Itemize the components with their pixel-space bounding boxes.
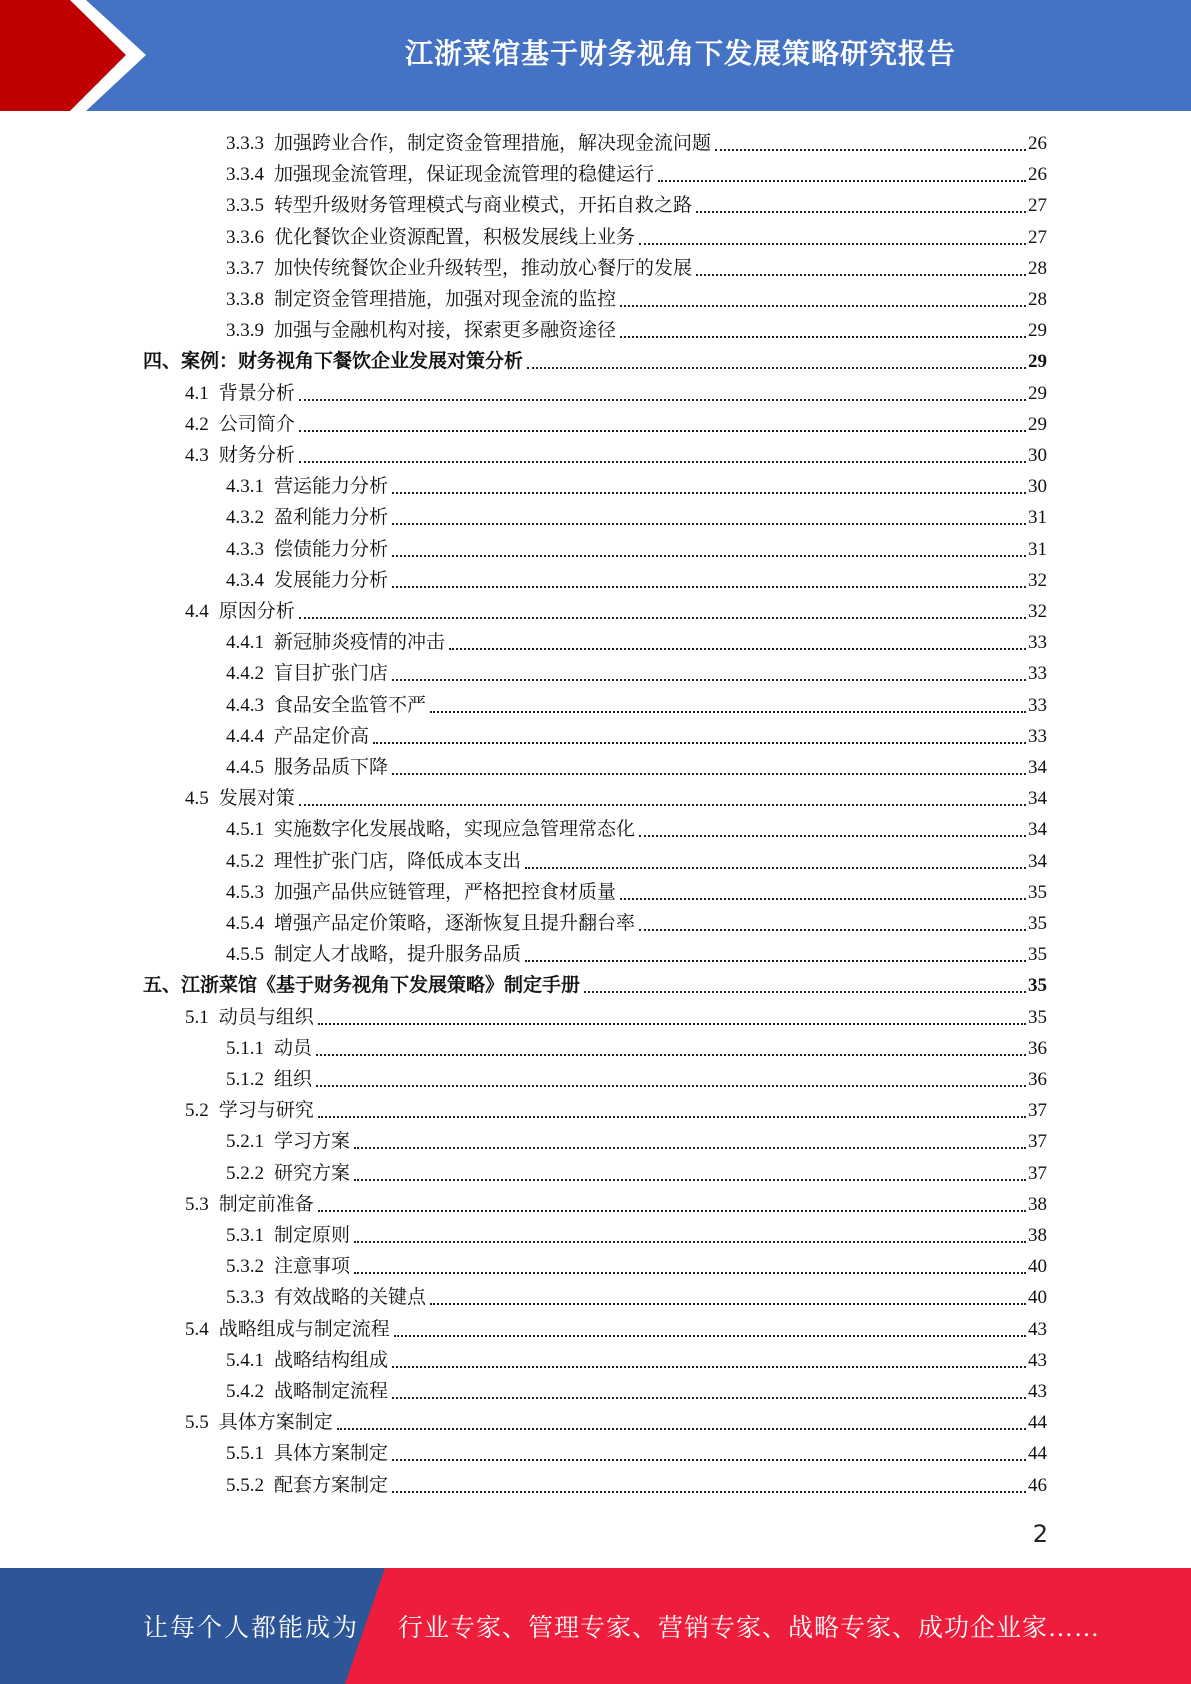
toc-entry-page: 29 bbox=[1028, 382, 1047, 404]
toc-dot-leader bbox=[392, 773, 1026, 775]
toc-entry[interactable] bbox=[0, 470, 1191, 501]
toc-entry-title: 转型升级财务管理模式与商业模式，开拓自救之路 bbox=[274, 195, 693, 217]
toc-dot-leader bbox=[449, 648, 1026, 650]
toc-entry[interactable] bbox=[0, 252, 1191, 283]
toc-entry[interactable] bbox=[0, 907, 1191, 938]
toc-entry-number: 5.2.1 bbox=[226, 1131, 264, 1153]
toc-entry-title: 盈利能力分析 bbox=[274, 507, 389, 529]
toc-dot-leader bbox=[696, 211, 1026, 213]
toc-entry-page: 29 bbox=[1028, 320, 1047, 342]
toc-dot-leader bbox=[525, 960, 1026, 962]
footer-slogan: 让每个人都能成为 bbox=[143, 1615, 360, 1642]
toc-entry-page: 36 bbox=[1028, 1069, 1047, 1090]
toc-dot-leader bbox=[658, 180, 1026, 182]
toc-entry-number: 5.3.1 bbox=[226, 1225, 264, 1246]
toc-entry-title: 优化餐饮企业资源配置，积极发展线上业务 bbox=[274, 226, 636, 248]
toc-dot-leader bbox=[392, 523, 1026, 525]
toc-entry-page: 28 bbox=[1028, 257, 1047, 279]
header-bar bbox=[0, 0, 1191, 111]
toc-entry-number: 5.2 bbox=[185, 1100, 209, 1122]
toc-entry-page: 35 bbox=[1028, 881, 1047, 903]
toc-dot-leader bbox=[299, 617, 1026, 619]
toc-entry-page: 26 bbox=[1028, 133, 1047, 154]
toc-entry[interactable] bbox=[0, 408, 1191, 439]
toc-entry-title: 产品定价高 bbox=[274, 725, 370, 747]
toc-entry[interactable] bbox=[0, 1437, 1191, 1468]
toc-entry-title: 财务分析 bbox=[218, 445, 295, 466]
toc-entry-title: 加强与金融机构对接，探索更多融资途径 bbox=[274, 320, 617, 342]
toc-entry-page: 35 bbox=[1028, 975, 1047, 997]
toc-entry-page: 35 bbox=[1028, 1006, 1047, 1028]
toc-dot-leader bbox=[715, 149, 1026, 151]
toc-entry-page: 43 bbox=[1028, 1381, 1047, 1402]
toc-entry-number: 3.3.5 bbox=[226, 195, 264, 217]
toc-entry[interactable] bbox=[0, 1469, 1191, 1500]
toc-entry-title: 学习与研究 bbox=[218, 1100, 314, 1122]
toc-entry-page: 35 bbox=[1028, 944, 1047, 966]
toc-entry-page: 32 bbox=[1028, 601, 1047, 622]
toc-entry[interactable] bbox=[0, 689, 1191, 720]
toc-entry-number: 3.3.8 bbox=[226, 289, 264, 310]
toc-dot-leader bbox=[299, 461, 1026, 463]
toc-entry-title: 案例：财务视角下餐饮企业发展对策分析 bbox=[181, 351, 524, 373]
toc-entry-title: 发展能力分析 bbox=[274, 569, 389, 591]
toc-entry[interactable] bbox=[0, 189, 1191, 220]
toc-dot-leader bbox=[430, 711, 1026, 713]
toc-entry-page: 38 bbox=[1028, 1225, 1047, 1246]
toc-entry-title: 学习方案 bbox=[274, 1131, 351, 1153]
toc-entry-number: 4.3.3 bbox=[226, 538, 264, 560]
toc-entry-title: 江浙菜馆《基于财务视角下发展策略》制定手册 bbox=[181, 975, 581, 997]
toc-entry-page: 34 bbox=[1028, 850, 1047, 872]
toc-entry-page: 34 bbox=[1028, 757, 1047, 778]
toc-dot-leader bbox=[337, 1428, 1026, 1430]
toc-entry-number: 4.3 bbox=[185, 445, 209, 466]
toc-entry[interactable] bbox=[0, 1406, 1191, 1437]
toc-dot-leader bbox=[620, 305, 1026, 307]
toc-dot-leader bbox=[354, 1272, 1026, 1274]
toc-entry-page: 33 bbox=[1028, 725, 1047, 747]
toc-entry-page: 43 bbox=[1028, 1349, 1047, 1371]
toc-dot-leader bbox=[392, 679, 1026, 681]
toc-entry-title: 偿债能力分析 bbox=[274, 538, 389, 560]
toc-entry-page: 37 bbox=[1028, 1100, 1047, 1122]
toc-entry-title: 制定原则 bbox=[274, 1225, 351, 1246]
toc-entry-title: 实施数字化发展战略，实现应急管理常态化 bbox=[274, 819, 636, 841]
toc-entry-number: 3.3.6 bbox=[226, 226, 264, 248]
toc-entry[interactable] bbox=[0, 345, 1191, 376]
toc-entry-number: 4.5.3 bbox=[226, 881, 264, 903]
toc-entry-number: 4.3.2 bbox=[226, 507, 264, 529]
toc-dot-leader bbox=[392, 492, 1026, 494]
toc-entry-page: 27 bbox=[1028, 195, 1047, 217]
toc-dot-leader bbox=[620, 898, 1026, 900]
toc-entry[interactable] bbox=[0, 283, 1191, 314]
toc-entry-number: 5.4 bbox=[185, 1318, 209, 1340]
toc-entry-title: 公司简介 bbox=[218, 413, 295, 435]
toc-entry-title: 具体方案制定 bbox=[218, 1412, 333, 1434]
toc-entry-number: 5.2.2 bbox=[226, 1162, 264, 1184]
toc-entry-title: 注意事项 bbox=[274, 1256, 351, 1278]
toc-entry[interactable] bbox=[0, 876, 1191, 907]
toc-entry-title: 服务品质下降 bbox=[274, 757, 389, 778]
toc-entry[interactable] bbox=[0, 782, 1191, 813]
toc-entry[interactable] bbox=[0, 595, 1191, 626]
toc-dot-leader bbox=[392, 555, 1026, 557]
toc-entry[interactable] bbox=[0, 720, 1191, 751]
toc-dot-leader bbox=[318, 1210, 1026, 1212]
footer-banner bbox=[0, 1568, 1191, 1684]
toc-dot-leader bbox=[696, 274, 1026, 276]
toc-entry-number: 5.5 bbox=[185, 1412, 209, 1434]
toc-entry[interactable] bbox=[0, 845, 1191, 876]
toc-entry-page: 36 bbox=[1028, 1037, 1047, 1059]
toc-entry-title: 新冠肺炎疫情的冲击 bbox=[274, 632, 446, 654]
toc-entry[interactable] bbox=[0, 1188, 1191, 1219]
toc-entry-page: 29 bbox=[1028, 413, 1047, 435]
toc-entry-number: 4.4.3 bbox=[226, 694, 264, 716]
toc-entry-title: 加强产品供应链管理，严格把控食材质量 bbox=[274, 881, 617, 903]
toc-entry-title: 加快传统餐饮企业升级转型，推动放心餐厅的发展 bbox=[274, 257, 693, 279]
toc-entry-title: 营运能力分析 bbox=[274, 476, 389, 498]
toc-entry-page: 34 bbox=[1028, 819, 1047, 841]
toc-entry-page: 37 bbox=[1028, 1162, 1047, 1184]
toc-dot-leader bbox=[394, 1335, 1026, 1337]
toc-entry-title: 组织 bbox=[274, 1069, 313, 1090]
toc-entry-number: 4.4.5 bbox=[226, 757, 264, 778]
toc-dot-leader bbox=[318, 1116, 1026, 1118]
toc-entry-page: 33 bbox=[1028, 632, 1047, 654]
toc-dot-leader bbox=[639, 929, 1026, 931]
toc-entry-number: 5.1.1 bbox=[226, 1037, 264, 1059]
toc-dot-leader bbox=[318, 1023, 1026, 1025]
toc-dot-leader bbox=[299, 430, 1026, 432]
toc-entry-page: 34 bbox=[1028, 788, 1047, 810]
toc-entry[interactable] bbox=[0, 127, 1191, 158]
toc-entry[interactable] bbox=[0, 1063, 1191, 1094]
toc-entry-number: 3.3.9 bbox=[226, 320, 264, 342]
toc-entry-number: 5.4.1 bbox=[226, 1349, 264, 1371]
toc-dot-leader bbox=[354, 1147, 1026, 1149]
toc-entry[interactable] bbox=[0, 1281, 1191, 1312]
toc-entry-page: 35 bbox=[1028, 913, 1047, 934]
toc-entry-title: 发展对策 bbox=[218, 788, 295, 810]
toc-entry-page: 43 bbox=[1028, 1318, 1047, 1340]
toc-dot-leader bbox=[392, 1397, 1026, 1399]
toc-entry[interactable] bbox=[0, 969, 1191, 1000]
toc-entry-page: 44 bbox=[1028, 1443, 1047, 1465]
toc-entry-number: 4.5.4 bbox=[226, 913, 264, 934]
toc-dot-leader bbox=[392, 586, 1026, 588]
toc-entry-title: 战略制定流程 bbox=[274, 1381, 389, 1402]
toc-entry-page: 40 bbox=[1028, 1287, 1047, 1309]
toc-entry-number: 4.4.4 bbox=[226, 725, 264, 747]
toc-entry-title: 配套方案制定 bbox=[274, 1474, 389, 1496]
toc-entry[interactable] bbox=[0, 1157, 1191, 1188]
toc-entry[interactable] bbox=[0, 439, 1191, 470]
toc-entry-page: 31 bbox=[1028, 507, 1047, 529]
toc-dot-leader bbox=[639, 243, 1026, 245]
toc-entry-number: 4.3.1 bbox=[226, 476, 264, 498]
toc-entry-page: 46 bbox=[1028, 1474, 1047, 1496]
toc-entry-number: 4.5.5 bbox=[226, 944, 264, 966]
toc-entry[interactable] bbox=[0, 221, 1191, 252]
toc-entry-number: 5.3.2 bbox=[226, 1256, 264, 1278]
toc-entry[interactable] bbox=[0, 1250, 1191, 1281]
toc-entry[interactable] bbox=[0, 1032, 1191, 1063]
toc-entry-number: 4.5 bbox=[185, 788, 209, 810]
toc-dot-leader bbox=[354, 1179, 1026, 1181]
toc-entry-number: 5.3 bbox=[185, 1193, 209, 1215]
toc-entry-number: 四、 bbox=[143, 351, 182, 373]
toc-entry-number: 3.3.4 bbox=[226, 164, 264, 186]
toc-entry-title: 理性扩张门店，降低成本支出 bbox=[274, 850, 522, 872]
toc-entry-title: 动员 bbox=[274, 1037, 313, 1059]
page-number: 2 bbox=[1032, 1520, 1048, 1548]
toc-entry-title: 加强现金流管理，保证现金流管理的稳健运行 bbox=[274, 164, 655, 186]
toc-dot-leader bbox=[392, 1459, 1026, 1461]
toc-entry-title: 加强跨业合作，制定资金管理措施，解决现金流问题 bbox=[274, 133, 712, 154]
toc-entry-page: 44 bbox=[1028, 1412, 1047, 1434]
toc-entry[interactable] bbox=[0, 533, 1191, 564]
toc-entry-number: 4.1 bbox=[185, 382, 209, 404]
toc-dot-leader bbox=[527, 367, 1026, 369]
toc-entry-number: 5.1 bbox=[185, 1006, 209, 1028]
toc-entry[interactable] bbox=[0, 1313, 1191, 1344]
toc-entry-title: 制定前准备 bbox=[218, 1193, 314, 1215]
toc-dot-leader bbox=[354, 1241, 1026, 1243]
toc-entry[interactable] bbox=[0, 1094, 1191, 1125]
toc-entry-title: 制定资金管理措施，加强对现金流的监控 bbox=[274, 289, 617, 310]
toc-entry-number: 5.5.2 bbox=[226, 1474, 264, 1496]
toc-dot-leader bbox=[373, 742, 1026, 744]
toc-entry-number: 3.3.7 bbox=[226, 257, 264, 279]
toc-entry[interactable] bbox=[0, 158, 1191, 189]
toc-entry-page: 30 bbox=[1028, 445, 1047, 466]
toc-entry-title: 原因分析 bbox=[218, 601, 295, 622]
toc-entry-number: 4.4.2 bbox=[226, 663, 264, 685]
toc-dot-leader bbox=[620, 336, 1026, 338]
toc-entry[interactable] bbox=[0, 377, 1191, 408]
toc-entry-title: 有效战略的关键点 bbox=[274, 1287, 427, 1309]
toc-entry[interactable] bbox=[0, 938, 1191, 969]
toc-entry[interactable] bbox=[0, 1344, 1191, 1375]
toc-entry-number: 5.5.1 bbox=[226, 1443, 264, 1465]
toc-entry-page: 30 bbox=[1028, 476, 1047, 498]
toc-entry-title: 战略组成与制定流程 bbox=[218, 1318, 390, 1340]
toc-entry-number: 4.5.2 bbox=[226, 850, 264, 872]
header-arrow-icon bbox=[0, 0, 160, 111]
toc-dot-leader bbox=[299, 804, 1026, 806]
toc-entry[interactable] bbox=[0, 314, 1191, 345]
toc-entry[interactable] bbox=[0, 626, 1191, 657]
toc-dot-leader bbox=[316, 1085, 1026, 1087]
toc-entry[interactable] bbox=[0, 501, 1191, 532]
toc-entry-title: 制定人才战略，提升服务品质 bbox=[274, 944, 522, 966]
footer-roles: 行业专家、管理专家、营销专家、战略专家、成功企业家…… bbox=[398, 1615, 1101, 1642]
toc-entry-title: 动员与组织 bbox=[218, 1006, 314, 1028]
toc-entry-page: 27 bbox=[1028, 226, 1047, 248]
toc-entry-page: 38 bbox=[1028, 1193, 1047, 1215]
toc-entry-title: 具体方案制定 bbox=[274, 1443, 389, 1465]
toc-entry-number: 五、 bbox=[143, 975, 182, 997]
toc-entry-title: 食品安全监管不严 bbox=[274, 694, 427, 716]
toc-dot-leader bbox=[299, 399, 1026, 401]
toc-entry-page: 37 bbox=[1028, 1131, 1047, 1153]
toc-entry-page: 33 bbox=[1028, 694, 1047, 716]
toc-entry-number: 5.4.2 bbox=[226, 1381, 264, 1402]
toc-dot-leader bbox=[430, 1303, 1026, 1305]
toc-entry-title: 背景分析 bbox=[218, 382, 295, 404]
toc-entry-number: 5.3.3 bbox=[226, 1287, 264, 1309]
toc-dot-leader bbox=[525, 867, 1026, 869]
toc-dot-leader bbox=[316, 1054, 1026, 1056]
toc-entry-page: 26 bbox=[1028, 164, 1047, 186]
toc-entry-page: 29 bbox=[1028, 351, 1047, 373]
toc-entry-page: 32 bbox=[1028, 569, 1047, 591]
toc-entry[interactable] bbox=[0, 1001, 1191, 1032]
toc-entry-number: 4.4 bbox=[185, 601, 209, 622]
toc-entry-title: 增强产品定价策略，逐渐恢复且提升翻台率 bbox=[274, 913, 636, 934]
toc-entry-page: 28 bbox=[1028, 289, 1047, 310]
toc-entry[interactable] bbox=[0, 1219, 1191, 1250]
toc-dot-leader bbox=[392, 1491, 1026, 1493]
toc-entry-number: 4.3.4 bbox=[226, 569, 264, 591]
toc-entry[interactable] bbox=[0, 813, 1191, 844]
toc-entry-page: 31 bbox=[1028, 538, 1047, 560]
toc-entry-title: 战略结构组成 bbox=[274, 1349, 389, 1371]
toc-entry-page: 40 bbox=[1028, 1256, 1047, 1278]
toc-entry-number: 4.4.1 bbox=[226, 632, 264, 654]
toc-entry[interactable] bbox=[0, 1375, 1191, 1406]
toc-dot-leader bbox=[392, 1366, 1026, 1368]
toc-entry[interactable] bbox=[0, 1125, 1191, 1156]
toc-entry-title: 研究方案 bbox=[274, 1162, 351, 1184]
toc-entry-number: 5.1.2 bbox=[226, 1069, 264, 1090]
toc-entry-number: 4.5.1 bbox=[226, 819, 264, 841]
toc-dot-leader bbox=[584, 991, 1026, 993]
toc-entry-page: 33 bbox=[1028, 663, 1047, 685]
toc-entry-number: 4.2 bbox=[185, 413, 209, 435]
page-title: 江浙菜馆基于财务视角下发展策略研究报告 bbox=[404, 37, 956, 70]
toc-entry-number: 3.3.3 bbox=[226, 133, 264, 154]
toc-entry[interactable] bbox=[0, 564, 1191, 595]
toc-entry[interactable] bbox=[0, 751, 1191, 782]
toc-entry[interactable] bbox=[0, 657, 1191, 688]
toc-dot-leader bbox=[639, 835, 1026, 837]
toc-entry-title: 盲目扩张门店 bbox=[274, 663, 389, 685]
